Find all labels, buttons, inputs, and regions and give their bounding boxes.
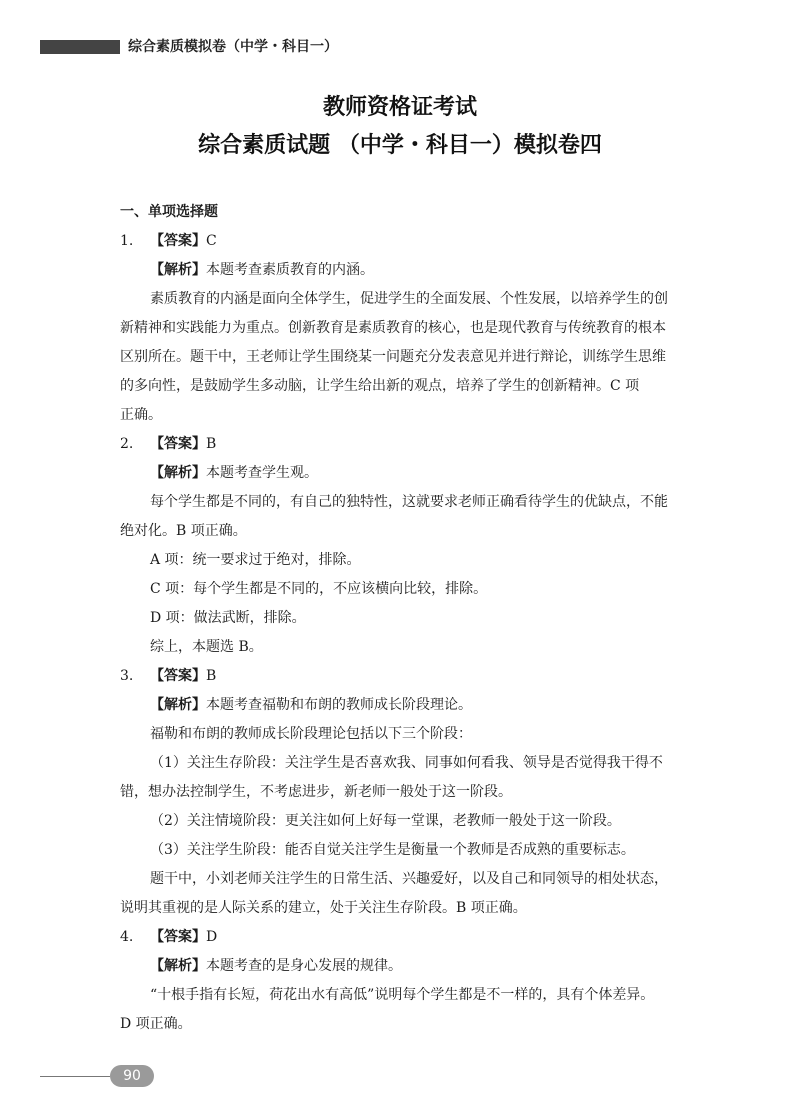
paragraph-line: 区别所在。题干中，王老师让学生围绕某一问题充分发表意见并进行辩论，训练学生思维	[120, 349, 666, 365]
paragraph-line: D 项正确。	[120, 1016, 192, 1032]
summary-line: 综上，本题选 B。	[150, 639, 263, 655]
paragraph-line: （1）关注生存阶段：关注学生是否喜欢我、同事如何看我、领导是否觉得我干得不	[150, 755, 663, 771]
answer-label: 【答案】	[150, 668, 206, 684]
option-line: D 项：做法武断，排除。	[150, 610, 306, 626]
answer-label: 【答案】	[150, 929, 206, 945]
paragraph-line: 正确。	[120, 407, 162, 423]
paragraph-line: 福勒和布朗的教师成长阶段理论包括以下三个阶段：	[150, 726, 472, 742]
question-number: 1.	[120, 233, 134, 249]
question-number: 3.	[120, 668, 134, 684]
analysis-label: 【解析】	[150, 958, 206, 974]
section-heading: 一、单项选择题	[120, 204, 218, 220]
analysis-line: 【解析】本题考查素质教育的内涵。	[150, 262, 374, 278]
question-number: 2.	[120, 436, 134, 452]
paragraph-line: 新精神和实践能力为重点。创新教育是素质教育的核心，也是现代教育与传统教育的根本	[120, 320, 666, 336]
answer-value: B	[206, 668, 217, 684]
analysis-label: 【解析】	[150, 262, 206, 278]
paragraph-line: 素质教育的内涵是面向全体学生，促进学生的全面发展、个性发展，以培养学生的创	[150, 291, 668, 307]
paragraph-line: （3）关注学生阶段：能否自觉关注学生是衡量一个教师是否成熟的重要标志。	[150, 842, 635, 858]
question-2	[120, 430, 780, 459]
analysis-label: 【解析】	[150, 697, 206, 713]
answer-value: C	[206, 233, 217, 249]
analysis-line: 【解析】本题考查学生观。	[150, 465, 318, 481]
paragraph-line: 绝对化。B 项正确。	[120, 523, 247, 539]
paragraph-line: 说明其重视的是人际关系的建立，处于关注生存阶段。B 项正确。	[120, 900, 527, 916]
page-number: 90	[110, 1065, 154, 1087]
header-bar	[40, 40, 120, 54]
paragraph-line: 题干中，小刘老师关注学生的日常生活、兴趣爱好，以及自己和同领导的相处状态，	[150, 871, 668, 887]
question-3	[120, 662, 780, 691]
analysis-line: 【解析】本题考查的是身心发展的规律。	[150, 958, 402, 974]
paragraph-line: 每个学生都是不同的，有自己的独特性，这就要求老师正确看待学生的优缺点，不能	[150, 494, 668, 510]
analysis-label: 【解析】	[150, 465, 206, 481]
footer-rule	[40, 1076, 110, 1077]
paragraph-line: 错，想办法控制学生，不考虑进步，新老师一般处于这一阶段。	[120, 784, 512, 800]
option-line: C 项：每个学生都是不同的，不应该横向比较，排除。	[150, 581, 488, 597]
answer-label: 【答案】	[150, 436, 206, 452]
question-1	[120, 227, 780, 256]
page-title: 教师资格证考试	[322, 95, 477, 120]
paragraph-line: “十根手指有长短，荷花出水有高低”说明每个学生都是不一样的，具有个体差异。	[150, 987, 655, 1003]
running-header: 综合素质模拟卷（中学・科目一）	[128, 39, 338, 55]
paragraph-line: 的多向性，是鼓励学生多动脑，让学生给出新的观点，培养了学生的创新精神。C 项	[120, 378, 640, 394]
analysis-line: 【解析】本题考查福勒和布朗的教师成长阶段理论。	[150, 697, 472, 713]
answer-content	[120, 198, 780, 1039]
option-line: A 项：统一要求过于绝对，排除。	[150, 552, 361, 568]
answer-value: B	[206, 436, 217, 452]
answer-value: D	[206, 929, 218, 945]
paragraph-line: （2）关注情境阶段：更关注如何上好每一堂课，老教师一般处于这一阶段。	[150, 813, 621, 829]
page-subtitle: 综合素质试题 （中学・科目一）模拟卷四	[198, 133, 602, 158]
answer-label: 【答案】	[150, 233, 206, 249]
question-4	[120, 923, 780, 952]
question-number: 4.	[120, 929, 134, 945]
